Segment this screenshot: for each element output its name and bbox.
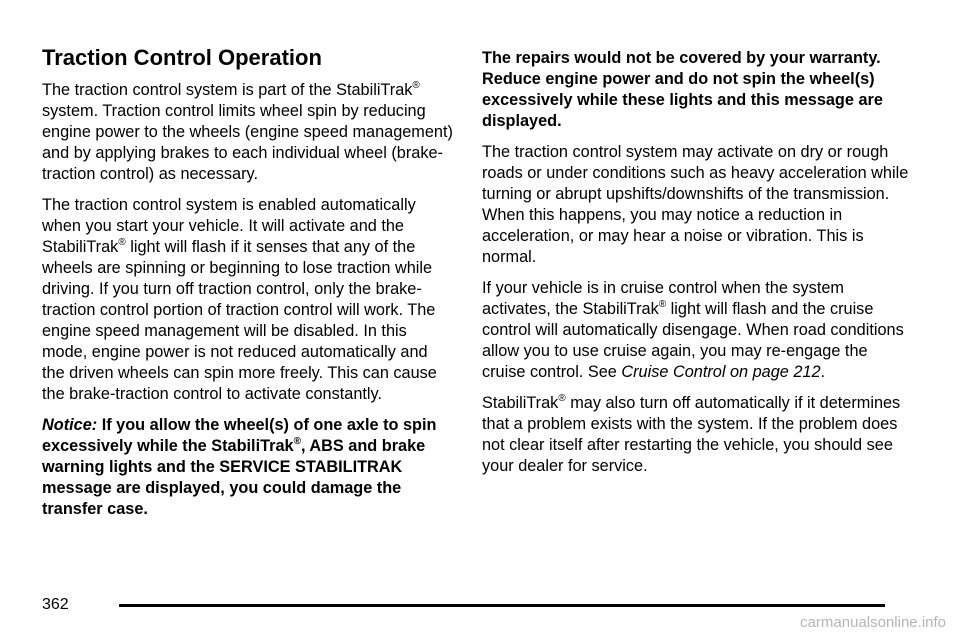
notice-label: Notice:: [42, 416, 98, 434]
page-number: 362: [42, 596, 69, 613]
registered-mark: ®: [658, 299, 667, 310]
paragraph-intro: The traction control system is part of the StabiliTrak® system. Traction control limits wheel spin by reducing engine power to the wheels (engine speed management) and by applying brakes to each individual wheel (brake-traction control) as necessary.: [42, 80, 453, 183]
paragraph-activation: The traction control system may activate on dry or rough roads or under conditions such as heavy acceleration while turning or abrupt upshifts/downshifts of the transmission. When this happens, you may notice a reduction in acceleration, or may hear a noise or vibration. This is normal.: [482, 143, 909, 266]
left-column: [42, 44, 454, 530]
notice-paragraph: Notice: If you allow the wheel(s) of one axle to spin excessively while the StabiliTrak®, ABS and brake warning lights and the SERVICE STABILITRAK message are displayed, you could damage the transfer case.: [42, 416, 437, 518]
notice-continuation: The repairs would not be covered by your warranty. Reduce engine power and do not spin the wheel(s) excessively while these lights and this message are displayed.: [482, 49, 883, 130]
paragraph-cruise: If your vehicle is in cruise control when the system activates, the StabiliTrak® light will flash and the cruise control will automatically disengage. When road conditions allow you to use cruise again, you may re-engage the cruise control. See Cruise Control on page 212.: [482, 279, 904, 381]
section-title: Traction Control Operation: [42, 45, 322, 70]
paragraph-auto-off: StabiliTrak® may also turn off automatically if it determines that a problem exists with the system. If the problem does not clear itself after restarting the vehicle, you should see your dealer for service.: [482, 393, 901, 475]
watermark: carmanualsonline.info: [800, 614, 946, 631]
registered-mark: ®: [558, 393, 566, 404]
registered-mark: ®: [412, 80, 420, 91]
registered-mark: ®: [293, 436, 301, 447]
footer-rule: [119, 604, 885, 607]
registered-mark: ®: [118, 237, 126, 248]
paragraph-enabled: The traction control system is enabled automatically when you start your vehicle. It will activate and the StabiliTrak® light will flash if it senses that any of the wheels are spinning or beginning to lose traction while driving. If you turn off traction control, only the brake-traction control portion of traction control will work. The engine speed management will be disabled. In this mode, engine power is not reduced automatically and the driven wheels can spin more freely. This can cause the brake-traction control to activate constantly.: [42, 196, 437, 403]
right-column: [482, 48, 912, 487]
cruise-control-reference: Cruise Control on page 212: [621, 363, 821, 381]
